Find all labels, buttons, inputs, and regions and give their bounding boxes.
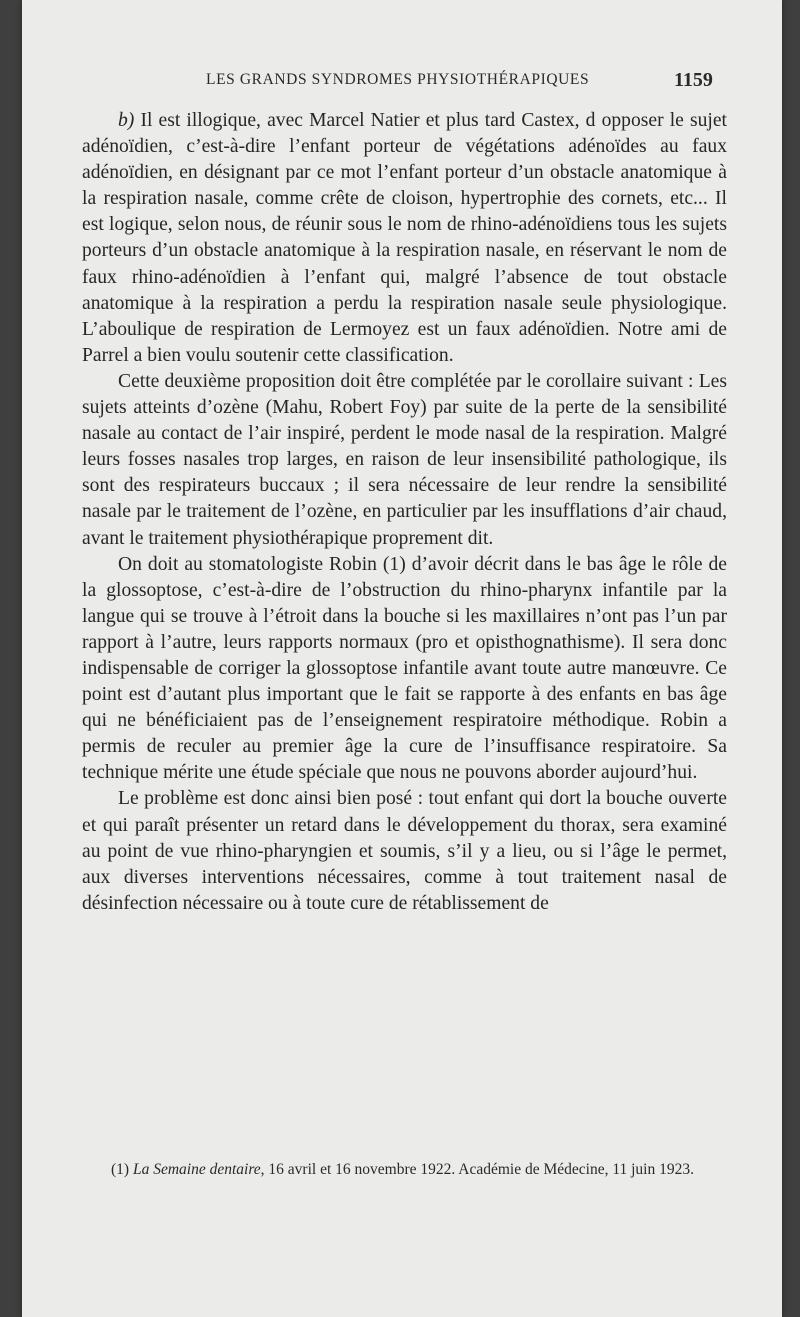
paragraph: Cette deuxième proposition doit être complétée par le corollaire suivant : Les sujets atteints d’ozène (Mahu, Robert Foy) par suite de la perte de la sensibilité nasale au contact de l’air inspiré, perdent le mode nasal de la respiration. Malgré leurs fosses nasales trop larges, en raison de leur insensibilité pathologique, ils sont des respirateurs buccaux ; il sera nécessaire de leur rendre la sensibilité nasale par le traitement de l’ozène, en particulier par les insufflations d’air chaud, avant le traitement physiothérapique proprement dit. xyxy=(82,370,727,549)
footnote-marker: (1) xyxy=(111,1161,130,1178)
footnote-rest: , 16 avril et 16 novembre 1922. Académie de Médecine, 11 juin 1923. xyxy=(260,1161,694,1178)
footnote-journal: La Semaine dentaire xyxy=(132,1161,261,1178)
body-text xyxy=(82,108,727,917)
page-number: 1159 xyxy=(674,69,713,91)
footnote-text xyxy=(77,1160,732,1180)
book-page xyxy=(22,0,782,1317)
paragraph-text: Il est illogique, avec Marcel Natier et plus tard Castex, d opposer le sujet adénoïdien, c’est-à-dire l’enfant porteur de végétations adénoïdes au faux adénoïdien, en désignant par ce mot l’enfant porteur d’un obstacle anatomique à la respiration nasale, comme crête de cloison, hypertrophie des cornets, etc... Il est logique, selon nous, de réunir sous le nom de rhino-adénoïdiens tous les sujets porteurs d’un obstacle anatomique à la respiration nasale, en réservant le nom de faux rhino-adénoïdien à l’enfant qui, malgré l’absence de tout obstacle anatomique à la respiration a perdu la respiration nasale seule physiologique. L’aboulique de respiration de Lermoyez est un faux adénoïdien. Notre ami de Parrel a bien voulu soutenir cette classification. xyxy=(82,110,727,366)
running-title: LES GRANDS SYNDROMES PHYSIOTHÉRAPIQUES xyxy=(206,71,590,88)
paragraph: Le problème est donc ainsi bien posé : tout enfant qui dort la bouche ouverte et qui paraît présenter un retard dans le développement du thorax, sera examiné au point de vue rhino-pharyngien et soumis, s’il y a lieu, ou si l’âge le permet, aux diverses interventions nécessaires, comme à tout traitement nasal de désinfection nécessaire ou à toute cure de rétablissement de xyxy=(82,788,727,914)
paragraph-lead: b) xyxy=(118,110,135,131)
paragraph xyxy=(82,108,727,369)
paragraph: On doit au stomatologiste Robin (1) d’avoir décrit dans le bas âge le rôle de la glossoptose, c’est-à-dire de l’obstruction du rhino-pharynx infantile par la langue qui se trouve à l’étroit dans la bouche si les maxillaires n’ont pas l’un par rapport à l’autre, leurs rapports normaux (pro et opisthognathisme). Il sera donc indispensable de corriger la glossoptose infantile avant toute autre manœuvre. Ce point est d’autant plus important que le fait se rapporte à des enfants en bas âge qui ne bénéficiaient pas de l’enseignement respiratoire méthodique. Robin a permis de reculer au premier âge la cure de l’insuffisance respiratoire. Sa technique mérite une étude spéciale que nous ne pouvons aborder aujourd’hui. xyxy=(82,553,727,784)
footnote xyxy=(77,1160,732,1180)
